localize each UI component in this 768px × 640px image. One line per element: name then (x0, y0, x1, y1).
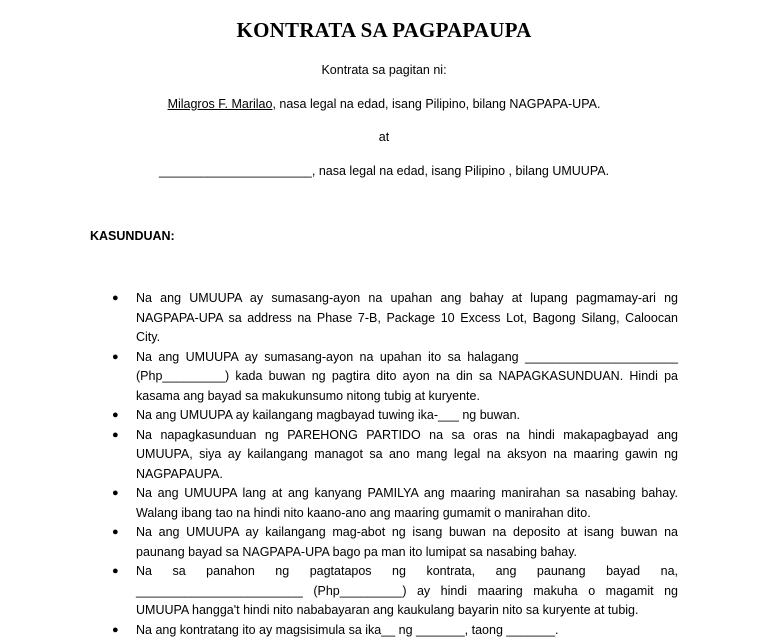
landlord-description: , nasa legal na edad, isang Pilipino, bilang NAGPAPA-UPA. (272, 97, 600, 111)
term-item (112, 562, 678, 621)
term-text: Na ang UMUUPA ay sumasang-ayon na upahan ang bahay at lupang pagmamay-ari ng NAGPAPA-UPA sa address na Phase 7-B, Package 10 Excess Lot, Bagong Silang, Caloocan City. (136, 291, 678, 344)
bullet-dot-icon: ● (112, 406, 122, 426)
term-item (112, 523, 678, 562)
bullet-dot-icon: ● (112, 289, 122, 309)
bullet-dot-icon: ● (112, 621, 122, 640)
term-text: Na ang kontratang ito ay magsisimula sa ika__ ng _______, taong _______. (136, 623, 559, 637)
term-text: Na ang UMUUPA ay kailangang mag-abot ng isang buwan na deposito at isang buwan na paunang bayad sa NAGPAPA-UPA bago pa man ito lumipat sa nasabing bahay. (136, 525, 678, 559)
term-text: Na napagkasunduan ng PAREHONG PARTIDO na sa oras na hindi makapagbayad ang UMUUPA, siya ay kailangang managot sa ano mang legal na aksyon na maaring gawin ng NAGPAPAUPA. (136, 428, 678, 481)
term-item (112, 406, 678, 426)
term-text: Na ang UMUUPA ay kailangang magbayad tuwing ika-___ ng buwan. (136, 408, 520, 422)
terms-list (112, 289, 678, 640)
term-item (112, 621, 678, 640)
landlord-name: Milagros F. Marilao (168, 97, 273, 111)
tenant-name-blank: ______________________ (159, 164, 312, 178)
bullet-dot-icon: ● (112, 426, 122, 446)
term-item (112, 484, 678, 523)
tenant-description: , nasa legal na edad, isang Pilipino , bilang UMUUPA. (312, 164, 609, 178)
term-item (112, 426, 678, 485)
conjunction-line: at (0, 130, 768, 144)
term-text: Na ang UMUUPA lang at ang kanyang PAMILYA ang maaring manirahan sa nasabing bahay. Walang ibang tao na hindi nito kaano-ano ang maaring gumamit o manirahan dito. (136, 486, 678, 520)
term-text: Na sa panahon ng pagtatapos ng kontrata, ang paunang bayad na, ________________________ (Php_________) ay hindi maaring makuha o magamit ng UMUUPA hangga't hindi nito nababayaran ang kaukulang bayarin nito sa kuryente at tubig. (136, 564, 678, 617)
term-item (112, 348, 678, 407)
term-item (112, 289, 678, 348)
bullet-dot-icon: ● (112, 562, 122, 582)
bullet-dot-icon: ● (112, 348, 122, 368)
agreement-heading: KASUNDUAN: (90, 229, 175, 243)
document-title: KONTRATA SA PAGPAPAUPA (0, 18, 768, 43)
term-text: Na ang UMUUPA ay sumasang-ayon na upahan ito sa halagang ______________________ (Php_________) kada buwan ng pagtira dito ayon na din sa NAPAGKASUNDUAN. Hindi pa kasama ang bayad sa makukunsumo nitong tubig at kuryente. (136, 350, 678, 403)
bullet-dot-icon: ● (112, 484, 122, 504)
landlord-line (0, 97, 768, 111)
bullet-dot-icon: ● (112, 523, 122, 543)
tenant-line (0, 164, 768, 178)
intro-line: Kontrata sa pagitan ni: (0, 63, 768, 77)
